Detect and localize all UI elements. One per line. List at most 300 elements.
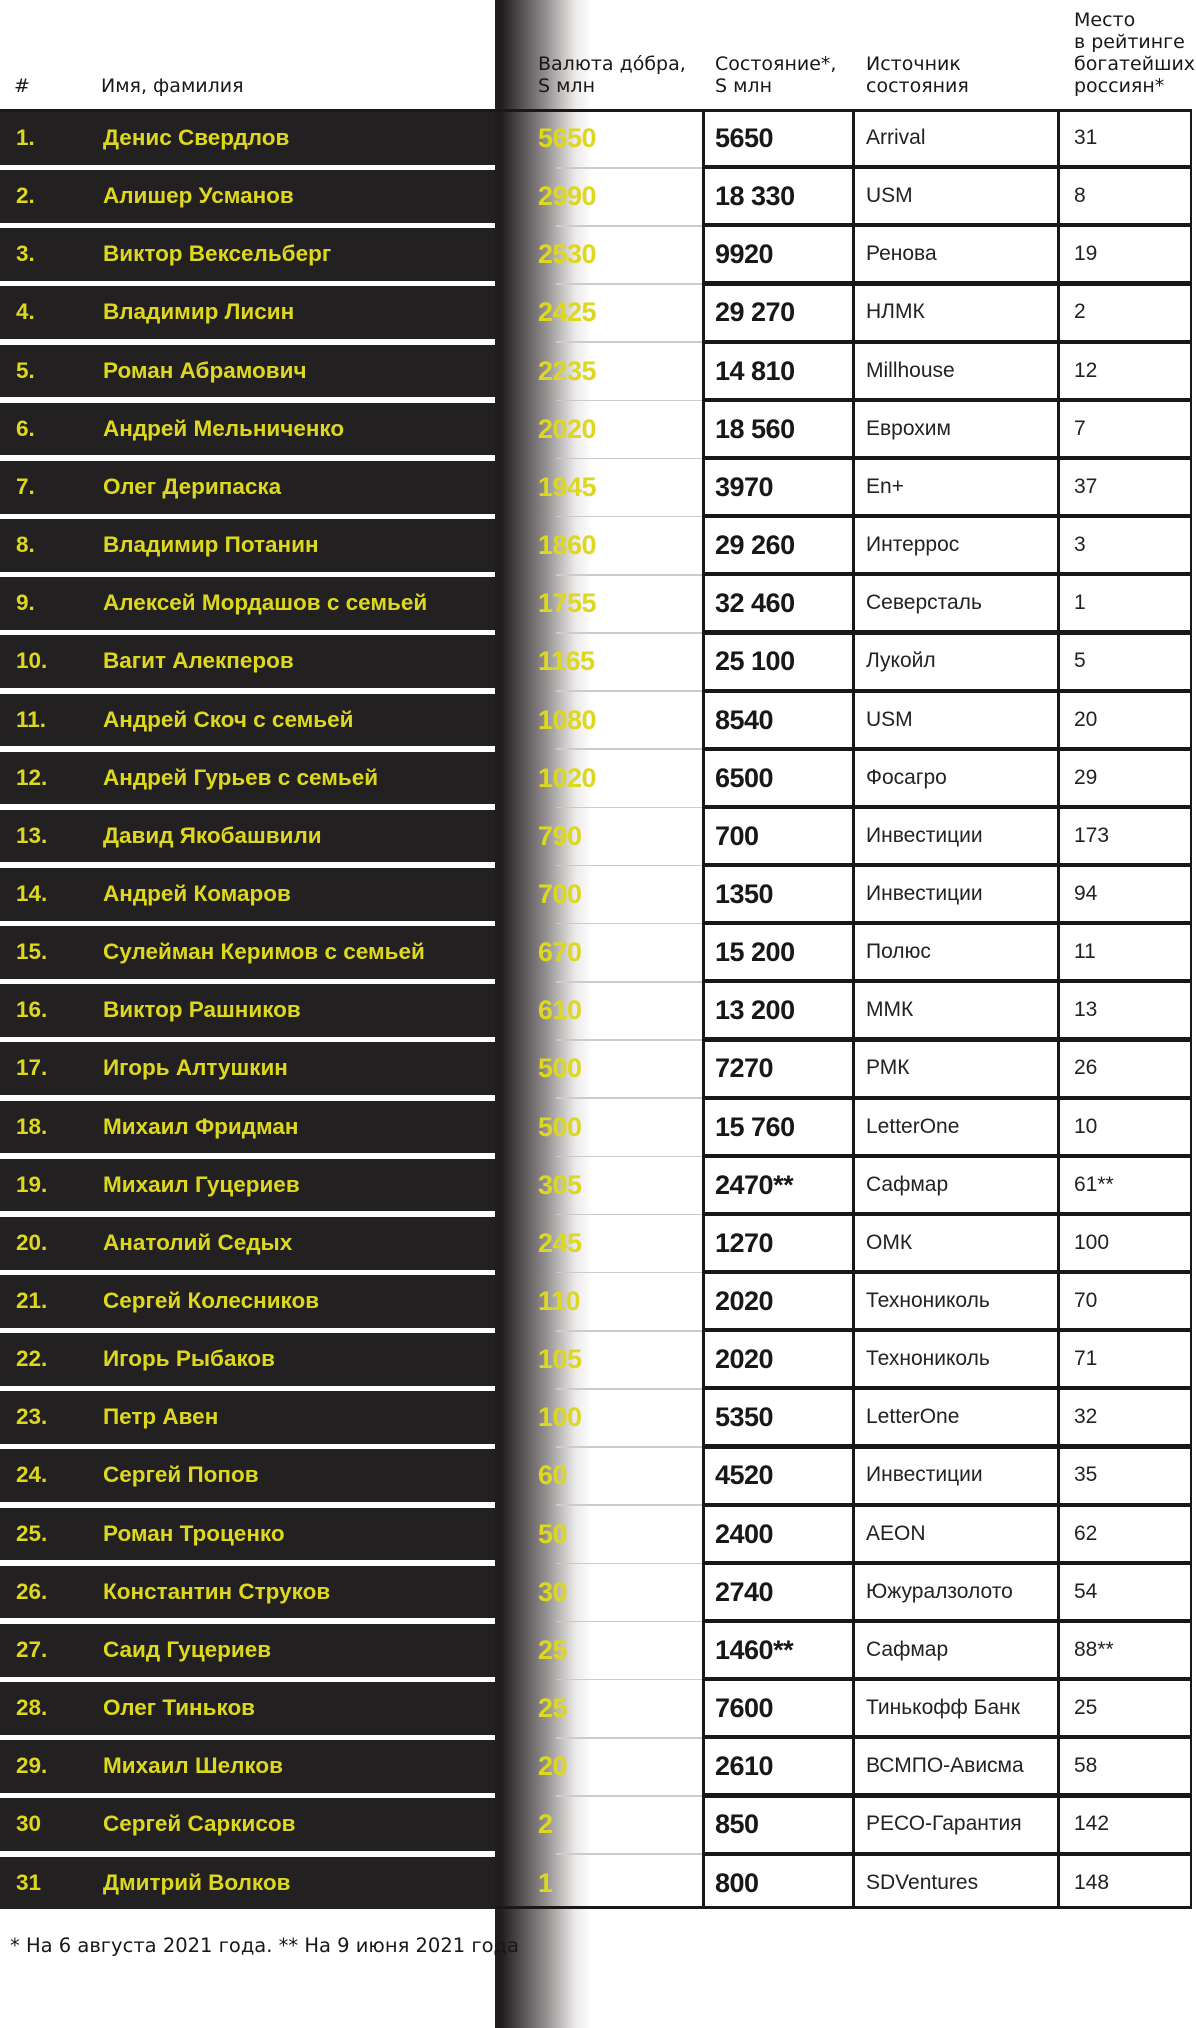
source-cell: Инвестиции <box>866 1463 983 1487</box>
place-cell: 7 <box>1074 416 1086 440</box>
source-cell: Южуралзолото <box>866 1579 1013 1603</box>
name-cell: Сергей Попов <box>103 1462 259 1488</box>
rank-cell: 6. <box>16 415 35 441</box>
currency-row-separator <box>556 1446 702 1448</box>
row-separator <box>702 1619 1192 1623</box>
wealth-value: 2740 <box>715 1576 774 1607</box>
rank-cell: 19. <box>16 1171 48 1197</box>
row-bar <box>0 403 495 456</box>
currency-row-separator <box>556 748 702 750</box>
currency-row-separator <box>556 981 702 983</box>
currency-row-separator <box>556 1795 702 1797</box>
name-cell: Алишер Усманов <box>103 183 294 209</box>
column-header-source <box>866 53 969 97</box>
rank-cell: 2. <box>16 183 35 209</box>
row-separator <box>702 747 1192 751</box>
row-bar <box>0 286 495 339</box>
row-bar <box>0 868 495 921</box>
wealth-value: 5650 <box>715 123 774 153</box>
rank-cell: 5. <box>16 357 35 383</box>
currency-row-separator <box>556 1330 702 1332</box>
place-cell: 71 <box>1074 1347 1098 1371</box>
row-bar <box>0 345 495 398</box>
name-cell: Денис Свердлов <box>103 125 290 150</box>
place-cell: 142 <box>1074 1812 1110 1836</box>
currency-value: 2235 <box>538 355 597 386</box>
source-cell: Полюс <box>866 940 931 964</box>
row-separator <box>702 165 1192 169</box>
row-separator <box>702 1852 1192 1856</box>
source-cell: Интеррос <box>866 533 960 557</box>
row-bar <box>0 752 495 805</box>
currency-value: 60 <box>538 1460 568 1491</box>
source-cell: Еврохим <box>866 416 951 440</box>
source-cell: РЕСО-Гарантия <box>866 1812 1022 1836</box>
source-cell: ММК <box>866 998 914 1022</box>
header-place-line1: Место <box>1074 9 1136 31</box>
name-cell: Саид Гуцериев <box>103 1636 272 1662</box>
name-cell: Виктор Вексельберг <box>103 241 332 267</box>
header-wealth-line1: Состояние*, <box>715 53 837 75</box>
column-header-wealth <box>715 53 836 97</box>
row-separator <box>702 1793 1192 1797</box>
row-bar <box>0 1391 495 1444</box>
place-cell: 32 <box>1074 1405 1098 1429</box>
source-cell: ВСМПО-Ависма <box>866 1754 1024 1778</box>
wealth-value: 3970 <box>715 471 774 502</box>
row-bar <box>0 461 495 514</box>
border-currency-wealth <box>702 109 705 1910</box>
row-bar <box>0 1682 495 1735</box>
row-separator <box>702 921 1192 925</box>
rank-cell: 9. <box>16 590 35 616</box>
place-cell: 62 <box>1074 1521 1098 1545</box>
source-cell: НЛМК <box>866 300 925 324</box>
currency-value: 1165 <box>538 646 595 677</box>
currency-row-separator <box>556 1097 702 1099</box>
currency-row-separator <box>556 1621 702 1623</box>
currency-row-separator <box>556 458 702 460</box>
wealth-value: 18 560 <box>715 413 795 444</box>
name-cell: Виктор Рашников <box>103 997 301 1023</box>
rank-cell: 20. <box>16 1229 48 1255</box>
wealth-value: 8540 <box>715 704 774 735</box>
wealth-value: 29 270 <box>715 297 795 328</box>
currency-value: 1020 <box>538 762 597 793</box>
header-name-label: Имя, фамилия <box>101 75 244 97</box>
currency-row-separator <box>556 574 702 576</box>
name-cell: Михаил Гуцериев <box>103 1171 300 1197</box>
row-bar <box>0 1159 495 1212</box>
rank-cell: 1. <box>16 125 35 150</box>
wealth-value: 2020 <box>715 1286 774 1316</box>
row-bar <box>0 1275 495 1328</box>
row-separator <box>702 1212 1192 1216</box>
rank-cell: 23. <box>16 1404 48 1430</box>
rank-cell: 27. <box>16 1636 48 1662</box>
place-cell: 3 <box>1074 533 1086 557</box>
row-separator <box>702 456 1192 460</box>
currency-row-separator <box>556 225 702 227</box>
currency-value: 100 <box>538 1402 582 1433</box>
place-cell: 61** <box>1074 1172 1114 1196</box>
currency-value: 2990 <box>538 181 597 212</box>
currency-row-separator <box>556 341 702 343</box>
row-bar <box>0 170 495 223</box>
source-cell: Инвестиции <box>866 823 983 847</box>
rank-cell: 24. <box>16 1462 48 1488</box>
wealth-value: 700 <box>715 820 759 851</box>
currency-value: 500 <box>538 1053 582 1084</box>
place-cell: 12 <box>1074 358 1098 382</box>
row-bar <box>0 1798 495 1851</box>
source-cell: En+ <box>866 474 904 498</box>
currency-row-separator <box>556 1272 702 1274</box>
footnote: * На 6 августа 2021 года. ** На 9 июня 2021 года <box>10 1934 519 1957</box>
row-bar <box>0 926 495 979</box>
wealth-value: 2610 <box>715 1751 774 1782</box>
header-place-line4: россиян* <box>1074 75 1165 97</box>
row-bar <box>0 694 495 747</box>
place-cell: 100 <box>1074 1230 1110 1254</box>
rank-cell: 16. <box>16 997 48 1023</box>
row-bar <box>0 1333 495 1386</box>
row-bar <box>0 1449 495 1502</box>
table-right-border <box>1190 109 1193 1910</box>
rank-cell: 4. <box>16 299 35 325</box>
row-bar <box>0 1566 495 1619</box>
place-cell: 11 <box>1074 940 1096 964</box>
header-source-line1: Источник <box>866 53 961 75</box>
border-wealth-source <box>852 109 855 1910</box>
column-header-rank <box>14 75 30 97</box>
currency-value: 1945 <box>538 471 597 502</box>
name-cell: Петр Авен <box>103 1404 219 1430</box>
place-cell: 29 <box>1074 765 1098 789</box>
place-cell: 10 <box>1074 1114 1098 1138</box>
rank-cell: 22. <box>16 1346 48 1372</box>
row-separator <box>702 1561 1192 1565</box>
currency-value: 25 <box>538 1634 568 1665</box>
rank-cell: 13. <box>16 822 48 848</box>
rank-cell: 25. <box>16 1520 48 1546</box>
header-wealth-line2: S млн <box>715 75 772 97</box>
row-bar <box>0 810 495 863</box>
source-cell: Инвестиции <box>866 881 983 905</box>
header-place-line2: в рейтинге <box>1074 31 1185 53</box>
row-bar <box>0 1740 495 1793</box>
row-separator <box>702 863 1192 867</box>
currency-row-separator <box>556 690 702 692</box>
place-cell: 70 <box>1074 1289 1098 1312</box>
place-cell: 1 <box>1074 591 1086 615</box>
name-cell: Владимир Потанин <box>103 532 319 558</box>
column-header-place <box>1074 9 1195 97</box>
row-separator <box>702 1096 1192 1100</box>
currency-row-separator <box>556 632 702 634</box>
wealth-value: 4520 <box>715 1460 774 1491</box>
currency-value: 2530 <box>538 239 597 270</box>
column-header-name <box>101 75 244 97</box>
currency-value: 2 <box>538 1809 553 1840</box>
place-cell: 88** <box>1074 1637 1114 1661</box>
source-cell: Сафмар <box>866 1172 949 1196</box>
place-cell: 5 <box>1074 649 1086 673</box>
wealth-value: 7270 <box>715 1053 774 1084</box>
name-cell: Владимир Лисин <box>103 299 295 325</box>
row-separator <box>702 979 1192 983</box>
currency-row-separator <box>556 923 702 925</box>
rank-cell: 26. <box>16 1578 48 1604</box>
wealth-value: 32 460 <box>715 588 795 619</box>
rank-cell: 11. <box>16 706 47 732</box>
source-cell: Лукойл <box>866 649 936 673</box>
currency-row-separator <box>556 1388 702 1390</box>
currency-value: 245 <box>538 1227 582 1258</box>
row-separator <box>702 398 1192 402</box>
place-cell: 58 <box>1074 1754 1098 1778</box>
wealth-value: 1350 <box>715 878 774 909</box>
currency-value: 50 <box>538 1518 568 1549</box>
currency-row-separator <box>556 400 702 402</box>
wealth-value: 5350 <box>715 1402 774 1433</box>
source-cell: SDVentures <box>866 1870 979 1894</box>
currency-row-separator <box>556 1737 702 1739</box>
currency-value: 2020 <box>538 413 597 444</box>
currency-value: 25 <box>538 1693 568 1724</box>
source-cell: Тинькофф Банк <box>866 1696 1020 1720</box>
currency-value: 610 <box>538 995 582 1026</box>
source-cell: LetterOne <box>866 1114 960 1138</box>
row-separator <box>702 630 1192 634</box>
currency-row-separator <box>556 865 702 867</box>
row-separator <box>702 1328 1192 1332</box>
currency-row-separator <box>556 1504 702 1506</box>
place-cell: 13 <box>1074 998 1098 1022</box>
currency-value: 105 <box>538 1344 582 1375</box>
row-bar <box>0 1042 495 1095</box>
row-bar <box>0 577 495 630</box>
rank-cell: 14. <box>16 880 48 906</box>
name-cell: Игорь Алтушкин <box>103 1055 288 1081</box>
currency-value: 5650 <box>538 123 597 153</box>
source-cell: Ренова <box>866 242 937 266</box>
rank-cell: 8. <box>16 532 35 558</box>
source-cell: Arrival <box>866 126 926 149</box>
row-bar <box>0 1101 495 1154</box>
row-separator <box>702 340 1192 344</box>
place-cell: 8 <box>1074 184 1086 208</box>
currency-row-separator <box>556 283 702 285</box>
row-bar <box>0 984 495 1037</box>
name-cell: Анатолий Седых <box>103 1229 293 1255</box>
row-bar <box>0 112 495 165</box>
currency-value: 1755 <box>538 588 597 619</box>
source-cell: Millhouse <box>866 358 955 382</box>
wealth-value: 800 <box>715 1867 759 1898</box>
currency-value: 2425 <box>538 297 597 328</box>
name-cell: Олег Тиньков <box>103 1695 256 1721</box>
source-cell: РМК <box>866 1056 910 1080</box>
place-cell: 20 <box>1074 707 1098 731</box>
name-cell: Роман Троценко <box>103 1520 285 1546</box>
rank-cell: 12. <box>16 764 48 790</box>
name-cell: Алексей Мордашов с семьей <box>103 590 428 616</box>
row-bar <box>0 1508 495 1561</box>
row-separator <box>702 1154 1192 1158</box>
name-cell: Роман Абрамович <box>103 357 307 383</box>
row-bar <box>0 1624 495 1677</box>
wealth-value: 25 100 <box>715 646 795 677</box>
wealth-value: 13 200 <box>715 995 795 1026</box>
currency-row-separator <box>556 1039 702 1041</box>
row-separator <box>702 1037 1192 1041</box>
place-cell: 2 <box>1074 300 1086 324</box>
row-separator <box>702 1444 1192 1448</box>
source-cell: LetterOne <box>866 1405 960 1429</box>
place-cell: 148 <box>1074 1870 1110 1894</box>
wealth-value: 15 760 <box>715 1111 795 1142</box>
source-cell: USM <box>866 184 913 208</box>
currency-row-separator <box>556 516 702 518</box>
wealth-value: 6500 <box>715 762 774 793</box>
source-cell: Технониколь <box>866 1347 990 1371</box>
rank-cell: 10. <box>16 648 48 674</box>
row-separator <box>702 514 1192 518</box>
place-cell: 31 <box>1074 126 1098 149</box>
place-cell: 35 <box>1074 1463 1098 1487</box>
source-cell: Сафмар <box>866 1637 949 1661</box>
wealth-value: 2400 <box>715 1518 774 1549</box>
name-cell: Игорь Рыбаков <box>103 1346 275 1372</box>
name-cell: Андрей Мельниченко <box>103 415 345 441</box>
header-currency-line2: S млн <box>538 75 595 97</box>
wealth-value: 9920 <box>715 239 774 270</box>
currency-value: 305 <box>538 1169 582 1200</box>
header-rank-label: # <box>14 75 30 97</box>
row-separator <box>702 1735 1192 1739</box>
rank-cell: 28. <box>16 1695 48 1721</box>
place-cell: 94 <box>1074 881 1098 905</box>
row-separator <box>702 1503 1192 1507</box>
wealth-value: 2020 <box>715 1344 774 1375</box>
place-cell: 26 <box>1074 1056 1098 1080</box>
place-cell: 25 <box>1074 1696 1098 1720</box>
rank-cell: 7. <box>16 473 35 499</box>
name-cell: Давид Якобашвили <box>103 822 322 848</box>
currency-value: 500 <box>538 1111 582 1142</box>
row-separator <box>702 1677 1192 1681</box>
row-separator <box>702 281 1192 285</box>
currency-value: 30 <box>538 1576 568 1607</box>
wealth-value: 18 330 <box>715 181 795 212</box>
wealth-value: 1270 <box>715 1227 774 1258</box>
rank-cell: 17. <box>16 1055 48 1081</box>
rank-cell: 30 <box>16 1811 42 1837</box>
name-cell: Андрей Комаров <box>103 880 291 906</box>
source-cell: ОМК <box>866 1230 913 1254</box>
source-cell: AEON <box>866 1521 926 1545</box>
name-cell: Сулейман Керимов с семьей <box>103 939 425 965</box>
name-cell: Михаил Шелков <box>103 1753 283 1779</box>
rank-cell: 29. <box>16 1753 48 1779</box>
wealth-value: 15 200 <box>715 937 795 968</box>
row-bar <box>0 1857 495 1910</box>
rank-cell: 15. <box>16 939 48 965</box>
name-cell: Андрей Скоч с семьей <box>103 706 354 732</box>
currency-value: 670 <box>538 937 582 968</box>
name-cell: Сергей Саркисов <box>103 1811 296 1837</box>
currency-row-separator <box>556 167 702 169</box>
currency-value: 1080 <box>538 704 597 735</box>
row-separator <box>702 572 1192 576</box>
name-cell: Вагит Алекперов <box>103 648 294 674</box>
place-cell: 37 <box>1074 474 1098 498</box>
name-cell: Константин Струков <box>103 1578 331 1604</box>
currency-value: 1 <box>538 1867 553 1898</box>
place-cell: 173 <box>1074 823 1110 847</box>
wealth-value: 7600 <box>715 1693 774 1724</box>
wealth-value: 2470** <box>715 1169 794 1200</box>
currency-value: 790 <box>538 820 582 851</box>
name-cell: Олег Дерипаска <box>103 473 282 499</box>
currency-row-separator <box>556 1563 702 1565</box>
source-cell: USM <box>866 707 913 731</box>
row-separator <box>702 1386 1192 1390</box>
rank-cell: 31 <box>16 1869 42 1895</box>
source-cell: Фосагро <box>866 765 947 789</box>
name-cell: Дмитрий Волков <box>103 1869 291 1895</box>
row-bar <box>0 635 495 688</box>
currency-row-separator <box>556 1679 702 1681</box>
currency-row-separator <box>556 1214 702 1216</box>
border-source-place <box>1057 109 1060 1910</box>
source-cell: Технониколь <box>866 1289 990 1312</box>
currency-row-separator <box>556 1853 702 1855</box>
name-cell: Сергей Колесников <box>103 1288 320 1313</box>
wealth-value: 1460** <box>715 1634 794 1665</box>
place-cell: 54 <box>1074 1579 1098 1603</box>
name-cell: Михаил Фридман <box>103 1113 299 1139</box>
rank-cell: 21. <box>16 1288 48 1313</box>
currency-row-separator <box>556 1156 702 1158</box>
place-cell: 19 <box>1074 242 1098 266</box>
rank-cell: 18. <box>16 1113 48 1139</box>
currency-value: 1860 <box>538 530 597 561</box>
currency-value: 110 <box>538 1286 581 1316</box>
row-separator <box>702 805 1192 809</box>
wealth-value: 29 260 <box>715 530 795 561</box>
header-source-line2: состояния <box>866 75 969 97</box>
row-bar <box>0 1217 495 1270</box>
wealth-value: 14 810 <box>715 355 795 386</box>
currency-value: 700 <box>538 878 582 909</box>
currency-value: 20 <box>538 1751 568 1782</box>
row-separator <box>702 1270 1192 1274</box>
wealth-value: 850 <box>715 1809 759 1840</box>
rank-cell: 3. <box>16 241 35 267</box>
column-header-currency <box>538 53 686 97</box>
row-separator <box>702 223 1192 227</box>
row-separator <box>702 689 1192 693</box>
header-currency-line1: Валюта до́бра, <box>538 53 686 75</box>
name-cell: Андрей Гурьев с семьей <box>103 764 379 790</box>
header-place-line3: богатейших <box>1074 53 1196 75</box>
row-bar <box>0 228 495 281</box>
source-cell: Северсталь <box>866 591 982 615</box>
row-bar <box>0 519 495 572</box>
currency-row-separator <box>556 807 702 809</box>
